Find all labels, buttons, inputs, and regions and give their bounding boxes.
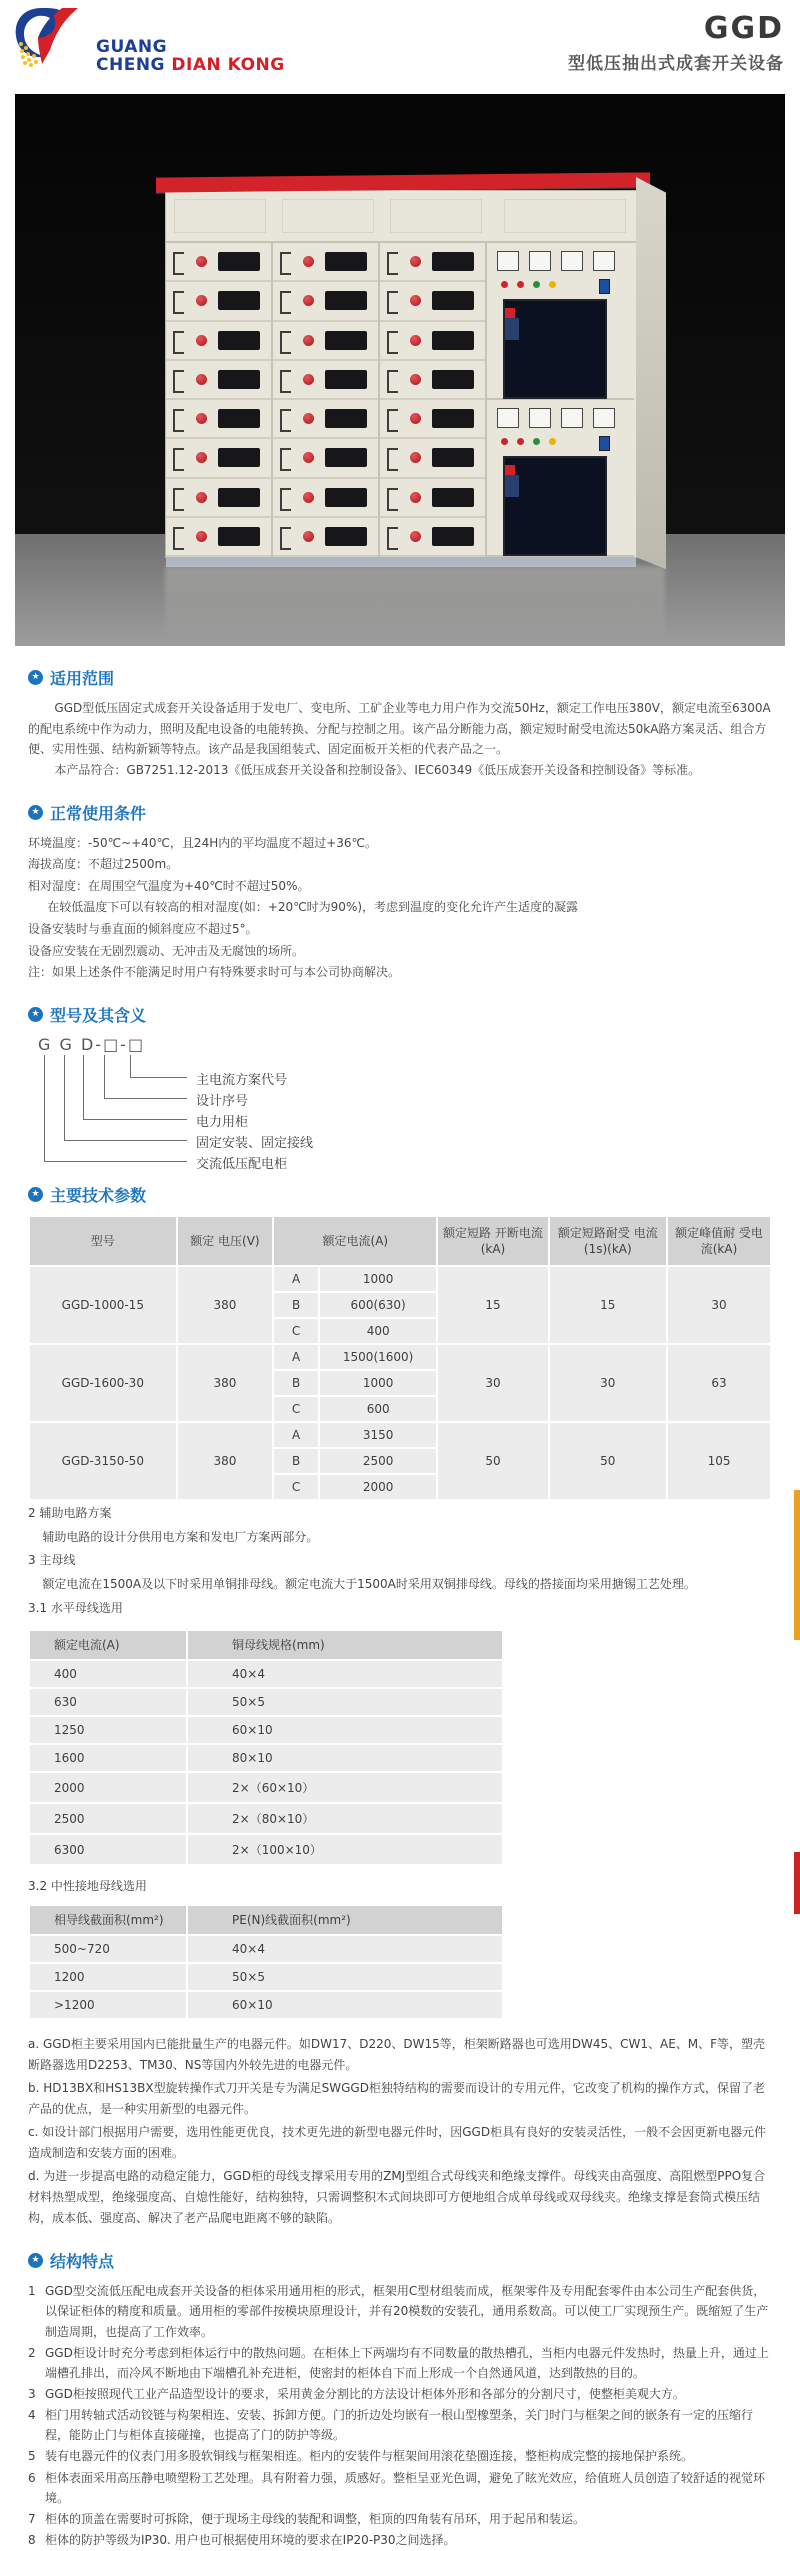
item-text: 柜体的防护等级为IP30. 用户也可根据使用环境的要求在IP20-P30之间选择。 <box>45 2533 456 2548</box>
section-heading-model <box>28 1003 772 1026</box>
table-row <box>30 1745 502 1771</box>
aux-circuit-title: 2 辅助电路方案 <box>28 1506 112 1521</box>
table-row <box>30 1661 502 1687</box>
component-note-d <box>28 2166 772 2229</box>
voltage-cell: 380 <box>178 1423 273 1499</box>
item-text: GGD柜设计时充分考虑到柜体运行中的散热问题。在柜体上下两端均有不同数量的散热槽孔，当柜内电器元件发热时，热量上升，通过上端槽孔排出，而冷风不断地由下端槽孔补充进柜，使密封的柜体自下而上形成一个自然通风道，达到散热的目的。 <box>45 2345 769 2380</box>
col-header-pe-area: PE(N)线截面积(mm²) <box>188 1906 502 1934</box>
table-row <box>30 1717 502 1743</box>
item-text: GGD柜按照现代工业产品造型设计的要求，采用黄金分割比的方法设计柜体外形和各部分的分割尺寸，使整柜美观大方。 <box>45 2386 685 2401</box>
brand-line1: GUANG <box>96 37 168 57</box>
product-code: GGD <box>703 11 784 46</box>
brand-line2-diankong: DIAN KONG <box>165 55 285 76</box>
condition-line: 注：如果上述条件不能满足时用户有特殊要求时可与本公司协商解决。 <box>28 965 401 980</box>
col-header-voltage: 额定 电压(V) <box>178 1217 273 1265</box>
current-value-cell: 2000 <box>320 1475 436 1499</box>
item-text: 装有电器元件的仪表门用多股软铜线与框架相连。柜内的安装件与框架间用滚花垫圈连接，整柜构成完整的接地保护系统。 <box>45 2449 694 2464</box>
component-note-c <box>28 2122 772 2164</box>
current-key-cell: A <box>274 1267 318 1291</box>
condition-line: 相对湿度：在周围空气温度为+40℃时不超过50%。 <box>28 878 310 893</box>
note-key: a. <box>28 2037 40 2052</box>
current-key-cell: C <box>274 1475 318 1499</box>
current-key-cell: B <box>274 1449 318 1473</box>
item-number: 2 <box>28 2345 36 2360</box>
current-cell: 1600 <box>30 1745 186 1771</box>
item-text: GGD型交流低压配电成套开关设备的柜体采用通用柜的形式，框架用C型材组装而成，框架零件及专用配套零件由本公司生产配套供货，以保证柜体的精度和质量。通用柜的零部件按模块原理设计，并有20模数的安装孔，通用系数高。可以使工厂实现预生产。既缩短了生产制造周期，也提高了工作效率。 <box>45 2284 769 2339</box>
current-value-cell: 1000 <box>320 1371 436 1395</box>
current-cell: 1250 <box>30 1717 186 1743</box>
brand <box>12 4 285 75</box>
col-header-current: 额定电流(A) <box>30 1631 186 1659</box>
note-key: b. <box>28 2081 40 2096</box>
table-row <box>30 1964 502 1990</box>
note-key: d. <box>28 2169 40 2184</box>
model-label: 电力用柜 <box>196 1114 249 1130</box>
item-text: 柜体表面采用高压静电喷塑粉工艺处理。具有附着力强，质感好。整柜呈亚光色调，避免了眩光效应，给值班人员创造了较舒适的视觉环境。 <box>45 2470 766 2505</box>
header <box>0 0 800 90</box>
withstand-cell: 30 <box>550 1345 666 1421</box>
structure-item <box>28 2384 772 2404</box>
section-tech-params <box>28 1183 772 2229</box>
structure-item <box>28 2530 772 2550</box>
table-header-row <box>30 1631 502 1659</box>
note-text: GGD柜主要采用国内已能批量生产的电器元件。如DW17、D220、DW15等，柜架断路器也可选用DW45、CW1、AE、M、F等，塑壳断路器选用D2253、TM30、NS等国内外较先进的电器元件。 <box>28 2037 766 2073</box>
section-heading-structure <box>28 2249 772 2272</box>
current-cell: 2000 <box>30 1773 186 1802</box>
current-cell: 6300 <box>30 1835 186 1864</box>
section-conditions <box>28 801 772 983</box>
current-key-cell: A <box>274 1345 318 1369</box>
pe-cell: 40×4 <box>188 1936 502 1962</box>
star-badge-icon: ★ <box>28 1007 43 1022</box>
section-heading-tech-params <box>28 1183 772 1206</box>
withstand-cell: 15 <box>550 1267 666 1343</box>
tech-params-table <box>28 1215 772 1501</box>
model-designation-diagram <box>38 1034 772 1172</box>
component-note-b <box>28 2078 772 2120</box>
star-badge-icon: ★ <box>28 670 43 685</box>
col-header-model: 型号 <box>30 1217 176 1265</box>
main-bus-title: 3 主母线 <box>28 1553 76 1568</box>
star-badge-icon: ★ <box>28 805 43 820</box>
connector-line <box>44 1055 187 1162</box>
model-cell: GGD-3150-50 <box>30 1423 176 1499</box>
condition-line: 环境温度：-50℃~+40℃，且24H内的平均温度不超过+36℃。 <box>28 835 378 850</box>
col-header-current: 额定电流(A) <box>274 1217 436 1265</box>
current-cell: 400 <box>30 1661 186 1687</box>
size-cell: 2×（80×10） <box>188 1804 502 1833</box>
table-row <box>30 1804 502 1833</box>
condition-line: 在较低温度下可以有较高的相对湿度(如：+20℃时为90%)，考虑到温度的变化允许产生适度的凝露 <box>47 900 579 915</box>
size-cell: 60×10 <box>188 1717 502 1743</box>
pe-cell: 50×5 <box>188 1964 502 1990</box>
current-cell: 2500 <box>30 1804 186 1833</box>
scope-paragraph-2: 本产品符合：GB7251.12-2013《低压成套开关设备和控制设备》、IEC60349《低压成套开关设备和控制设备》等标准。 <box>54 762 701 777</box>
model-connector-lines <box>38 1055 772 1172</box>
item-number: 6 <box>28 2470 36 2485</box>
table-row <box>30 1936 502 1962</box>
structure-item <box>28 2468 772 2508</box>
component-note-a <box>28 2034 772 2076</box>
table-row <box>30 1992 502 2018</box>
star-badge-icon: ★ <box>28 1187 43 1202</box>
neutral-busbar-table <box>28 1904 504 2020</box>
horizontal-bus-title: 3.1 水平母线选用 <box>28 1600 123 1615</box>
size-cell: 2×（60×10） <box>188 1773 502 1802</box>
model-cell: GGD-1600-30 <box>30 1345 176 1421</box>
current-key-cell: B <box>274 1293 318 1317</box>
condition-line: 设备应安装在无剧烈震动、无冲击及无腐蚀的场所。 <box>28 943 305 958</box>
withstand-cell: 50 <box>550 1423 666 1499</box>
size-cell: 2×（100×10） <box>188 1835 502 1864</box>
table-row <box>30 1689 502 1715</box>
size-cell: 50×5 <box>188 1689 502 1715</box>
company-logo-icon <box>12 4 94 74</box>
col-header-phase-area: 相导线截面积(mm²) <box>30 1906 186 1934</box>
current-value-cell: 1500(1600) <box>320 1345 436 1369</box>
star-badge-icon: ★ <box>28 2253 43 2268</box>
note-text: 为进一步提高电路的动稳定能力，GGD柜的母线支撑采用专用的ZMJ型组合式母线夹和绝缘支撑件。母线夹由高强度、高阻燃型PPO复合材料热塑成型，绝缘强度高、自熄性能好，结构独特，只需调整积木式间块即可方便地组合成单母线或双母线夹。绝缘支撑是套筒式模压结构，成本低、强度高、解决了老产品爬电距离不够的缺陷。 <box>28 2169 766 2226</box>
table-header-row <box>30 1906 502 1934</box>
item-number: 1 <box>28 2284 36 2299</box>
breaking-cell: 15 <box>438 1267 547 1343</box>
horizontal-busbar-table <box>28 1629 504 1866</box>
voltage-cell: 380 <box>178 1267 273 1343</box>
model-label: 交流低压配电柜 <box>196 1156 288 1172</box>
item-number: 8 <box>28 2533 36 2548</box>
structure-item <box>28 2446 772 2466</box>
section-model <box>28 1003 772 1172</box>
section-title: 结构特点 <box>50 2252 115 2272</box>
note-key: c. <box>28 2125 39 2140</box>
current-cell: 630 <box>30 1689 186 1715</box>
current-key-cell: C <box>274 1397 318 1421</box>
condition-line: 海拔高度：不超过2500m。 <box>28 857 179 872</box>
breaking-cell: 50 <box>438 1423 547 1499</box>
item-text: 柜体的顶盖在需要时可拆除，便于现场主母线的装配和调整，柜顶的四角装有吊环，用于起吊和装运。 <box>45 2511 586 2526</box>
area-cell: >1200 <box>30 1992 186 2018</box>
section-title: 适用范围 <box>50 669 115 688</box>
section-title: 型号及其含义 <box>50 1005 147 1025</box>
product-subtitle: 型低压抽出式成套开关设备 <box>568 54 784 74</box>
main-bus-text: 额定电流在1500A及以下时采用单铜排母线。额定电流大于1500A时采用双铜排母线。母线的搭接面均采用搪锡工艺处理。 <box>42 1577 696 1592</box>
aux-circuit-text: 辅助电路的设计分供用电方案和发电厂方案两部分。 <box>42 1529 319 1544</box>
peak-cell: 63 <box>668 1345 770 1421</box>
size-cell: 80×10 <box>188 1745 502 1771</box>
structure-item <box>28 2509 772 2529</box>
item-number: 7 <box>28 2511 36 2526</box>
table-header-row <box>30 1217 770 1265</box>
page-edge-artifact <box>794 1852 800 1914</box>
note-text: HD13BX和HS13BX型旋转操作式刀开关是专为满足SWGGD柜独特结构的需要而设计的专用元件，它改变了机构的操作方式，保留了老产品的优点，是一种实用新型的电器元件。 <box>28 2081 765 2117</box>
brand-text <box>96 38 285 75</box>
current-value-cell: 1000 <box>320 1267 436 1291</box>
item-number: 5 <box>28 2449 36 2464</box>
table-row <box>30 1267 770 1291</box>
condition-line: 设备安装时与垂直面的倾斜度应不超过5°。 <box>28 922 258 936</box>
model-label: 设计序号 <box>196 1093 249 1109</box>
table-row <box>30 1835 502 1864</box>
cabinet-illustration <box>15 94 785 646</box>
peak-cell: 30 <box>668 1267 770 1343</box>
item-number: 3 <box>28 2386 36 2401</box>
area-cell: 1200 <box>30 1964 186 1990</box>
section-title: 正常使用条件 <box>50 803 147 823</box>
col-header-peak: 额定峰值耐 受电流(kA) <box>668 1217 770 1265</box>
current-key-cell: B <box>274 1371 318 1395</box>
current-key-cell: C <box>274 1319 318 1343</box>
note-text: 如设计部门根据用户需要，选用性能更优良，技术更先进的新型电器元件时，因GGD柜具有良好的安装灵活性，一般不会因更新电器元件造成制造和安装方面的困难。 <box>28 2125 767 2161</box>
pe-cell: 60×10 <box>188 1992 502 2018</box>
brand-line2-cheng: CHENG <box>96 55 165 76</box>
col-header-withstand: 额定短路耐受 电流(1s)(kA) <box>550 1217 666 1265</box>
section-scope <box>28 666 772 781</box>
col-header-busbar-size: 铜母线规格(mm) <box>188 1631 502 1659</box>
structure-item <box>28 2343 772 2383</box>
page-edge-artifact <box>794 1490 800 1640</box>
current-value-cell: 600 <box>320 1397 436 1421</box>
current-value-cell: 3150 <box>320 1423 436 1447</box>
section-heading-scope <box>28 666 772 689</box>
current-key-cell: A <box>274 1423 318 1447</box>
peak-cell: 105 <box>668 1423 770 1499</box>
table-row <box>30 1345 770 1369</box>
section-structure <box>28 2249 772 2550</box>
structure-item <box>28 2281 772 2341</box>
breaking-cell: 30 <box>438 1345 547 1421</box>
item-number: 4 <box>28 2408 36 2423</box>
size-cell: 40×4 <box>188 1661 502 1687</box>
table-row <box>30 1773 502 1802</box>
model-cell: GGD-1000-15 <box>30 1267 176 1343</box>
model-label: 固定安装、固定接线 <box>196 1135 314 1151</box>
col-header-breaking: 额定短路 开断电流(kA) <box>438 1217 547 1265</box>
model-code: G G D-□-□ <box>38 1034 146 1054</box>
structure-item <box>28 2405 772 2445</box>
scope-paragraph-1: GGD型低压固定式成套开关设备适用于发电厂、变电所、工矿企业等电力用户作为交流50Hz，额定工作电压380V，额定电流至6300A的配电系统中作为动力，照明及配电设备的电能转换、分配与控制之用。该产品分断能力高，额定短时耐受电流达50kA路方案灵活、组合方便、实用性强、结构新颖等特点。该产品是我国组装式、固定面板开关柜的代表产品之一。 <box>28 701 771 757</box>
model-label: 主电流方案代号 <box>196 1072 288 1088</box>
area-cell: 500~720 <box>30 1936 186 1962</box>
product-title-block <box>568 11 784 74</box>
neutral-bus-title: 3.2 中性接地母线选用 <box>28 1879 147 1894</box>
current-value-cell: 600(630) <box>320 1293 436 1317</box>
table-row <box>30 1423 770 1447</box>
section-title: 主要技术参数 <box>50 1185 147 1205</box>
voltage-cell: 380 <box>178 1345 273 1421</box>
current-value-cell: 400 <box>320 1319 436 1343</box>
current-value-cell: 2500 <box>320 1449 436 1473</box>
item-text: 柜门用转轴式活动铰链与构架相连、安装、拆卸方便。门的折边处均嵌有一根山型橡塑条，关门时门与框架之间的嵌条有一定的压缩行程，能防止门与柜体直接碰撞，也提高了门的防护等级。 <box>45 2408 754 2443</box>
section-heading-conditions <box>28 801 772 824</box>
